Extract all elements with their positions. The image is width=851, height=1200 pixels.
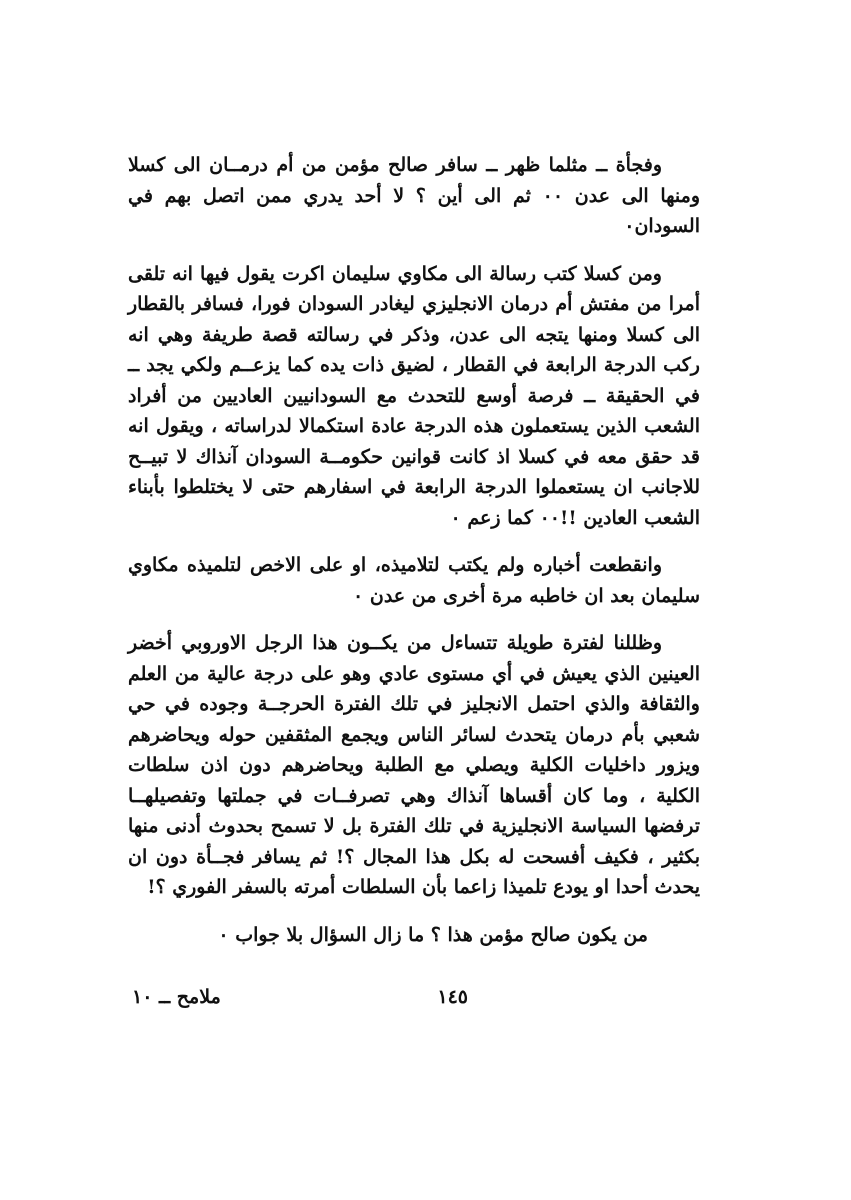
page-number: ١٤٥ [437,986,468,1008]
body-text [128,150,700,967]
paragraph-news-cut-off: وانقطعت أخباره ولم يكتب لتلاميذه، او على الاخص لتلميذه مكاوي سليمان بعد ان خاطبه مرة أخرى من عدن ٠ [128,554,700,607]
page-footer [128,986,700,1020]
paragraph-departure: وفجأة ــ مثلما ظهر ــ سافر صالح مؤمن من أم درمــان الى كسلا ومنها الى عدن ٠٠ ثم الى أين ؟ لا أحد يدري ممن اتصل بهم في السودان٠ [128,154,700,237]
paragraph-closing-question: من يكون صالح مؤمن هذا ؟ ما زال السؤال بلا جواب ٠ [218,923,648,946]
paragraph-letter-from-kassala: ومن كسلا كتب رسالة الى مكاوي سليمان اكرت يقول فيها انه تلقى أمرا من مفتش أم درمان الانجليزي ليغادر السودان فورا، فسافر بالقطار الى كسلا ومنها يتجه الى عدن، وذكر في رسالته قصة طريفة وهي انه ركب الدرجة الرابعة في القطار ، لضيق ذات يده كما يزعــم ولكي يجد ــ في الحقيقة ــ فرصة أوسع للتحدث مع السودانيين العاديين من أفراد الشعب الذين يستعملون هذه الدرجة عادة استكمالا لدراساته ، ويقول انه قد حقق معه في كسلا اذ كانت قوانين حكومــة السودان آنذاك لا تبيــح للاجانب ان يستعملوا الدرجة الرابعة في اسفارهم حتى لا يختلطوا بأبناء الشعب العادين !!٠٠ كما زعم ٠ [128,262,700,529]
paragraph-who-was-he: وظللنا لفترة طويلة تتساءل من يكــون هذا الرجل الاوروبي أخضر العينين الذي يعيش في أي مستوى عادي وهو على درجة عالية من العلم والثقافة والذي احتمل الانجليز في تلك الفترة الحرجــة وجوده في حي شعبي بأم درمان يتحدث لسائر الناس ويجمع المثقفين حوله ويحاضرهم ويزور داخليات الكلية ويصلي مع الطلبة ويحاضرهم دون اذن سلطات الكلية ، وما كان أقساها آنذاك وهي تصرفــات في جملتها وتفصيلهــا ترفضها السياسة الانجليزية في تلك الفترة بل لا تسمح بحدوث أدنى منها بكثير ، فكيف أفسحت له بكل هذا المجال ؟! ثم يسافر فجــأة دون ان يحدث أحدا او يودع تلميذا زاعما بأن السلطات أمرته بالسفر الفوري ؟! [128,632,700,898]
running-foot: ملامح ــ ١٠ [132,986,221,1008]
